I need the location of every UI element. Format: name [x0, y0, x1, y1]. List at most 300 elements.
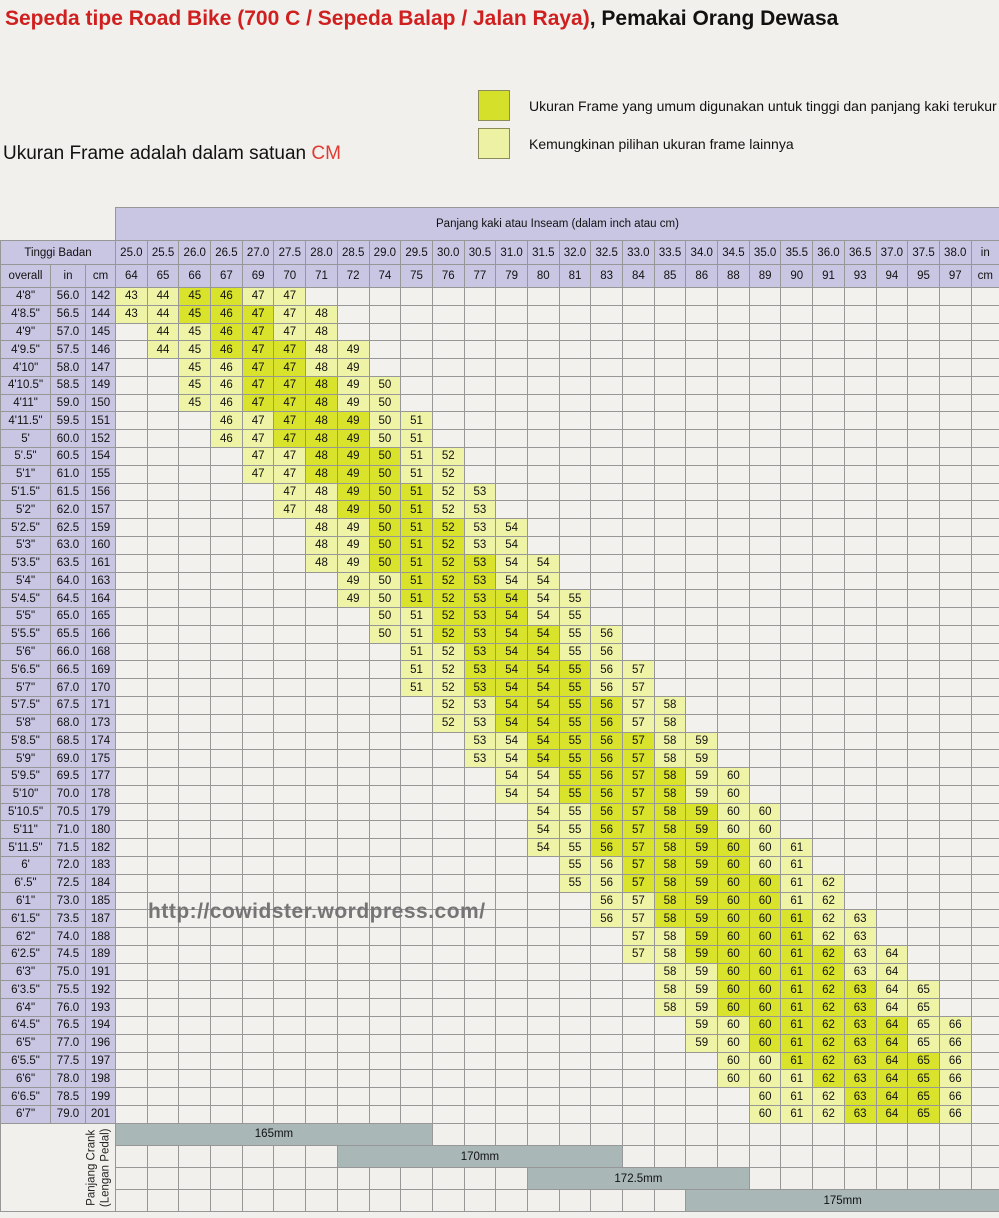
unit-column-cell	[971, 465, 999, 483]
empty-cell	[844, 768, 876, 786]
frame-size-cell-possible: 61	[781, 1088, 813, 1106]
empty-cell	[527, 1070, 559, 1088]
frame-size-cell-common: 59	[686, 945, 718, 963]
table-row	[1, 1088, 999, 1106]
empty-cell	[337, 963, 369, 981]
empty-cell	[116, 714, 148, 732]
crank-bar-172.5mm: 172.5mm	[527, 1168, 749, 1190]
empty-cell	[116, 643, 148, 661]
empty-cell	[401, 821, 433, 839]
row-label-cm: 165	[86, 608, 116, 626]
empty-cell	[147, 945, 179, 963]
empty-cell	[337, 750, 369, 768]
empty-cell	[116, 910, 148, 928]
unit-column-cell	[971, 679, 999, 697]
row-label-overall: 5'.5"	[1, 448, 51, 466]
frame-size-cell-common: 60	[718, 999, 750, 1017]
empty-cell	[623, 341, 655, 359]
empty-cell	[654, 359, 686, 377]
empty-cell	[337, 857, 369, 875]
row-label-overall: 5'11.5"	[1, 839, 51, 857]
row-label-cm: 174	[86, 732, 116, 750]
empty-cell	[749, 608, 781, 626]
empty-cell	[876, 341, 908, 359]
row-label-overall: 5'5.5"	[1, 625, 51, 643]
empty-cell	[147, 785, 179, 803]
row-label-cm: 166	[86, 625, 116, 643]
row-label-cm: 170	[86, 679, 116, 697]
empty-cell	[654, 376, 686, 394]
empty-cell	[337, 785, 369, 803]
frame-size-cell-common: 49	[337, 501, 369, 519]
empty-cell	[306, 821, 338, 839]
frame-size-cell-common: 54	[496, 714, 528, 732]
empty-cell	[939, 803, 971, 821]
empty-cell	[908, 572, 940, 590]
frame-size-cell-possible: 49	[337, 376, 369, 394]
frame-size-cell-possible: 44	[147, 323, 179, 341]
row-label-overall: 5'3"	[1, 536, 51, 554]
empty-cell	[274, 625, 306, 643]
crank-grid-cell	[781, 1145, 813, 1167]
empty-cell	[591, 430, 623, 448]
inseam-cm-header: 65	[147, 265, 179, 288]
frame-size-cell-possible: 50	[369, 608, 401, 626]
empty-cell	[306, 963, 338, 981]
row-label-overall: 5'1"	[1, 465, 51, 483]
empty-cell	[876, 839, 908, 857]
empty-cell	[844, 732, 876, 750]
empty-cell	[242, 1052, 274, 1070]
empty-cell	[337, 1034, 369, 1052]
frame-size-cell-possible: 49	[337, 590, 369, 608]
row-label-cm: 164	[86, 590, 116, 608]
empty-cell	[401, 1088, 433, 1106]
empty-cell	[939, 821, 971, 839]
empty-cell	[464, 412, 496, 430]
empty-cell	[337, 288, 369, 306]
empty-cell	[464, 394, 496, 412]
empty-cell	[179, 1070, 211, 1088]
empty-cell	[306, 625, 338, 643]
empty-cell	[844, 874, 876, 892]
empty-cell	[559, 483, 591, 501]
empty-cell	[749, 732, 781, 750]
empty-cell	[591, 412, 623, 430]
frame-size-cell-common: 59	[686, 874, 718, 892]
empty-cell	[464, 785, 496, 803]
empty-cell	[844, 821, 876, 839]
frame-size-cell-common: 52	[432, 625, 464, 643]
table-row	[1, 928, 999, 946]
empty-cell	[242, 981, 274, 999]
empty-cell	[116, 625, 148, 643]
empty-cell	[939, 892, 971, 910]
frame-size-cell-possible: 52	[432, 661, 464, 679]
frame-size-cell-common: 60	[718, 981, 750, 999]
empty-cell	[116, 554, 148, 572]
table-row	[1, 483, 999, 501]
empty-cell	[496, 341, 528, 359]
empty-cell	[939, 288, 971, 306]
row-label-overall: 5'3.5"	[1, 554, 51, 572]
unit-column-cell	[971, 785, 999, 803]
empty-cell	[179, 643, 211, 661]
frame-size-cell-possible: 62	[813, 1088, 845, 1106]
empty-cell	[686, 590, 718, 608]
empty-cell	[781, 465, 813, 483]
frame-size-cell-common: 58	[654, 821, 686, 839]
crank-grid-cell	[306, 1168, 338, 1190]
frame-size-cell-possible: 49	[337, 572, 369, 590]
inseam-cm-header: 90	[781, 265, 813, 288]
empty-cell	[813, 288, 845, 306]
frame-size-cell-possible: 51	[401, 430, 433, 448]
crank-grid-cell	[116, 1190, 148, 1212]
frame-size-cell-possible: 56	[591, 643, 623, 661]
frame-size-cell-common: 48	[306, 448, 338, 466]
empty-cell	[369, 839, 401, 857]
row-label-overall: 6'.5"	[1, 874, 51, 892]
empty-cell	[813, 785, 845, 803]
empty-cell	[496, 963, 528, 981]
empty-cell	[781, 341, 813, 359]
empty-cell	[686, 679, 718, 697]
empty-cell	[844, 892, 876, 910]
empty-cell	[147, 928, 179, 946]
empty-cell	[274, 714, 306, 732]
empty-cell	[781, 394, 813, 412]
unit-column-cell	[971, 288, 999, 306]
frame-size-cell-common: 47	[242, 305, 274, 323]
empty-cell	[116, 465, 148, 483]
empty-cell	[369, 288, 401, 306]
empty-cell	[781, 288, 813, 306]
empty-cell	[654, 625, 686, 643]
row-label-overall: 6'4.5"	[1, 1017, 51, 1035]
empty-cell	[401, 1017, 433, 1035]
frame-size-cell-possible: 56	[591, 661, 623, 679]
empty-cell	[274, 1034, 306, 1052]
empty-cell	[749, 554, 781, 572]
empty-cell	[686, 1105, 718, 1123]
empty-cell	[179, 430, 211, 448]
empty-cell	[591, 1070, 623, 1088]
row-label-cm: 146	[86, 341, 116, 359]
frame-size-cell-possible: 50	[369, 590, 401, 608]
empty-cell	[116, 785, 148, 803]
empty-cell	[654, 501, 686, 519]
empty-cell	[116, 928, 148, 946]
empty-cell	[908, 768, 940, 786]
frame-size-cell-possible: 61	[781, 1070, 813, 1088]
row-label-inches: 66.5	[51, 661, 86, 679]
legend-row-possible	[478, 128, 997, 159]
table-row	[1, 412, 999, 430]
empty-cell	[876, 394, 908, 412]
empty-cell	[813, 803, 845, 821]
empty-cell	[432, 821, 464, 839]
row-label-overall: 5'7"	[1, 679, 51, 697]
frame-size-cell-common: 55	[559, 679, 591, 697]
empty-cell	[401, 288, 433, 306]
crank-grid-cell	[274, 1190, 306, 1212]
frame-size-cell-possible: 45	[179, 341, 211, 359]
frame-size-cell-common: 62	[813, 1017, 845, 1035]
frame-size-cell-possible: 65	[908, 1034, 940, 1052]
empty-cell	[369, 857, 401, 875]
unit-column-cell	[971, 768, 999, 786]
empty-cell	[781, 643, 813, 661]
watermark: http://cowidster.wordpress.com/	[148, 900, 486, 923]
empty-cell	[876, 643, 908, 661]
inseam-band-header: Panjang kaki atau Inseam (dalam inch atau cm)	[116, 208, 999, 241]
legend-common-label: Ukuran Frame yang umum digunakan untuk tinggi dan panjang kaki terukur	[529, 97, 997, 114]
crank-grid-cell	[464, 1168, 496, 1190]
frame-size-cell-possible: 47	[242, 465, 274, 483]
frame-size-cell-common: 57	[623, 803, 655, 821]
empty-cell	[464, 448, 496, 466]
empty-cell	[908, 536, 940, 554]
empty-cell	[147, 430, 179, 448]
frame-size-cell-possible: 50	[369, 412, 401, 430]
frame-size-cell-possible: 53	[464, 501, 496, 519]
frame-size-cell-common: 62	[813, 999, 845, 1017]
empty-cell	[813, 412, 845, 430]
frame-size-cell-possible: 52	[432, 643, 464, 661]
empty-cell	[718, 430, 750, 448]
frame-size-cell-possible: 48	[306, 501, 338, 519]
empty-cell	[211, 448, 243, 466]
empty-cell	[432, 839, 464, 857]
row-label-overall: 4'10.5"	[1, 376, 51, 394]
empty-cell	[496, 910, 528, 928]
header-inches-row	[1, 241, 999, 265]
frame-size-cell-possible: 62	[813, 928, 845, 946]
frame-size-cell-common: 47	[274, 412, 306, 430]
empty-cell	[749, 536, 781, 554]
empty-cell	[686, 359, 718, 377]
inseam-in-header: 26.0	[179, 241, 211, 265]
empty-cell	[908, 732, 940, 750]
empty-cell	[908, 679, 940, 697]
empty-cell	[591, 448, 623, 466]
row-label-overall: 6'3.5"	[1, 981, 51, 999]
empty-cell	[559, 928, 591, 946]
empty-cell	[844, 857, 876, 875]
frame-size-cell-possible: 45	[179, 376, 211, 394]
unit-column-cell	[971, 981, 999, 999]
frame-size-cell-possible: 57	[623, 714, 655, 732]
crank-grid-cell	[781, 1168, 813, 1190]
inseam-in-header: 36.5	[844, 241, 876, 265]
empty-cell	[781, 679, 813, 697]
empty-cell	[306, 1088, 338, 1106]
empty-cell	[686, 501, 718, 519]
frame-size-cell-possible: 47	[242, 448, 274, 466]
empty-cell	[496, 1105, 528, 1123]
empty-cell	[939, 465, 971, 483]
frame-size-cell-possible: 54	[527, 839, 559, 857]
crank-grid-cell	[844, 1168, 876, 1190]
frame-size-cell-common: 65	[908, 1052, 940, 1070]
frame-size-cell-possible: 53	[464, 732, 496, 750]
crank-grid-cell	[401, 1168, 433, 1190]
empty-cell	[527, 963, 559, 981]
empty-cell	[496, 323, 528, 341]
inseam-cm-header: 94	[876, 265, 908, 288]
frame-size-cell-possible: 59	[686, 732, 718, 750]
empty-cell	[211, 696, 243, 714]
table-row	[1, 963, 999, 981]
empty-cell	[274, 945, 306, 963]
row-label-overall: 6'2.5"	[1, 945, 51, 963]
inseam-cm-header: 77	[464, 265, 496, 288]
frame-size-cell-possible: 60	[718, 1052, 750, 1070]
empty-cell	[337, 661, 369, 679]
empty-cell	[496, 981, 528, 999]
empty-cell	[844, 839, 876, 857]
empty-cell	[876, 874, 908, 892]
empty-cell	[876, 305, 908, 323]
crank-grid-cell	[369, 1168, 401, 1190]
frame-size-cell-possible: 47	[274, 323, 306, 341]
frame-size-cell-possible: 60	[749, 857, 781, 875]
empty-cell	[876, 465, 908, 483]
frame-size-cell-common: 64	[876, 1034, 908, 1052]
empty-cell	[559, 572, 591, 590]
empty-cell	[527, 430, 559, 448]
empty-cell	[179, 1017, 211, 1035]
frame-size-cell-possible: 52	[432, 448, 464, 466]
frame-size-cell-common: 61	[781, 945, 813, 963]
empty-cell	[401, 963, 433, 981]
empty-cell	[464, 288, 496, 306]
empty-cell	[718, 412, 750, 430]
frame-size-cell-common: 47	[242, 394, 274, 412]
frame-size-cell-possible: 48	[306, 341, 338, 359]
empty-cell	[939, 679, 971, 697]
frame-size-cell-common: 51	[401, 483, 433, 501]
empty-cell	[718, 661, 750, 679]
empty-cell	[179, 1088, 211, 1106]
empty-cell	[179, 696, 211, 714]
empty-cell	[179, 679, 211, 697]
crank-grid-cell	[623, 1123, 655, 1145]
empty-cell	[306, 714, 338, 732]
empty-cell	[623, 501, 655, 519]
empty-cell	[147, 999, 179, 1017]
empty-cell	[527, 999, 559, 1017]
empty-cell	[211, 679, 243, 697]
frame-size-cell-possible: 54	[496, 536, 528, 554]
frame-size-cell-possible: 66	[939, 1034, 971, 1052]
frame-size-cell-possible: 46	[211, 394, 243, 412]
frame-size-cell-possible: 59	[686, 1017, 718, 1035]
row-label-cm: 149	[86, 376, 116, 394]
empty-cell	[464, 1088, 496, 1106]
empty-cell	[813, 465, 845, 483]
frame-size-cell-possible: 51	[401, 625, 433, 643]
frame-size-cell-possible: 44	[147, 305, 179, 323]
frame-size-cell-common: 55	[559, 696, 591, 714]
empty-cell	[116, 963, 148, 981]
crank-grid-cell	[623, 1190, 655, 1212]
frame-size-cell-possible: 58	[654, 750, 686, 768]
row-label-cm: 161	[86, 554, 116, 572]
empty-cell	[876, 732, 908, 750]
empty-cell	[274, 679, 306, 697]
frame-size-cell-common: 54	[527, 679, 559, 697]
empty-cell	[464, 1034, 496, 1052]
crank-axis-label-text: Panjang Crank (Lengan Pedal)	[85, 1128, 111, 1208]
frame-size-cell-common: 62	[813, 1034, 845, 1052]
crank-grid-cell	[464, 1190, 496, 1212]
empty-cell	[876, 536, 908, 554]
empty-cell	[274, 999, 306, 1017]
frame-size-cell-possible: 48	[306, 519, 338, 537]
empty-cell	[813, 359, 845, 377]
frame-size-cell-possible: 44	[147, 288, 179, 306]
table-row	[1, 465, 999, 483]
empty-cell	[211, 803, 243, 821]
empty-cell	[844, 572, 876, 590]
inseam-cm-header: 84	[623, 265, 655, 288]
crank-row	[1, 1190, 999, 1212]
empty-cell	[527, 359, 559, 377]
empty-cell	[813, 857, 845, 875]
empty-cell	[939, 376, 971, 394]
crank-grid-cell	[971, 1123, 999, 1145]
empty-cell	[464, 430, 496, 448]
frame-size-cell-possible: 61	[781, 1105, 813, 1123]
empty-cell	[654, 608, 686, 626]
frame-size-cell-common: 50	[369, 501, 401, 519]
empty-cell	[591, 376, 623, 394]
empty-cell	[686, 305, 718, 323]
empty-cell	[306, 857, 338, 875]
empty-cell	[306, 590, 338, 608]
row-label-inches: 70.0	[51, 785, 86, 803]
frame-size-cell-common: 60	[718, 839, 750, 857]
frame-size-cell-possible: 60	[749, 1070, 781, 1088]
crank-grid-cell	[686, 1123, 718, 1145]
empty-cell	[591, 483, 623, 501]
frame-size-cell-common: 51	[401, 590, 433, 608]
unit-column-cell	[971, 1088, 999, 1106]
empty-cell	[876, 376, 908, 394]
unit-column-cell	[971, 696, 999, 714]
empty-cell	[211, 928, 243, 946]
frame-size-cell-possible: 66	[939, 1052, 971, 1070]
frame-size-cell-possible: 56	[591, 910, 623, 928]
crank-grid-cell	[939, 1123, 971, 1145]
crank-grid-cell	[274, 1145, 306, 1167]
empty-cell	[496, 1017, 528, 1035]
row-label-inches: 57.0	[51, 323, 86, 341]
frame-size-cell-common: 60	[749, 892, 781, 910]
empty-cell	[813, 501, 845, 519]
empty-cell	[654, 412, 686, 430]
crank-grid-cell	[337, 1190, 369, 1212]
crank-grid-cell	[781, 1123, 813, 1145]
row-label-overall: 5'	[1, 430, 51, 448]
empty-cell	[559, 323, 591, 341]
empty-cell	[432, 785, 464, 803]
frame-size-cell-possible: 43	[116, 288, 148, 306]
empty-cell	[432, 928, 464, 946]
frame-size-cell-possible: 53	[464, 483, 496, 501]
